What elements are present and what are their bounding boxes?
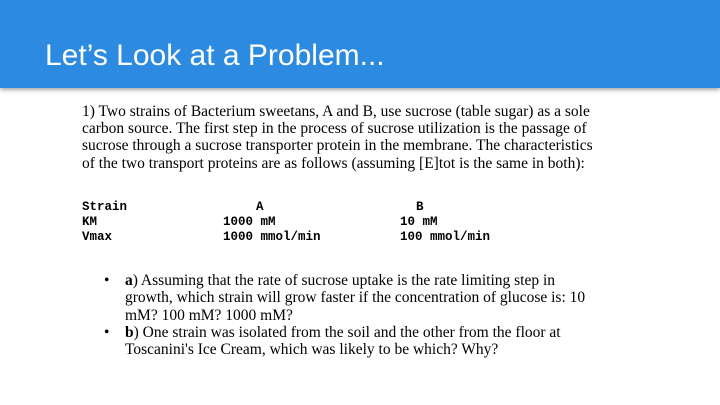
spec-km-strain-a: 1000 mM <box>223 214 276 229</box>
question-line: Toscanini's Ice Cream, which was likely to be which? Why? <box>125 341 499 359</box>
question-list <box>104 272 664 358</box>
problem-statement <box>82 103 682 172</box>
question-item-a <box>104 272 664 324</box>
question-line: mM? 100 mM? 1000 mM? <box>125 306 293 324</box>
slide-content <box>82 103 682 245</box>
slide-title: Let’s Look at a Problem... <box>45 39 385 72</box>
transporter-spec-table <box>82 200 682 245</box>
problem-line: sucrose through a sucrose transporter protein in the membrane. The characteristics <box>82 137 593 155</box>
spec-header-label: Strain <box>82 199 128 214</box>
spec-vmax-strain-b: 100 mmol/min <box>400 229 491 244</box>
problem-line: of the two transport proteins are as follows (assuming [E]tot is the same in both): <box>82 154 585 172</box>
question-line <box>125 272 664 289</box>
question-text: ) Assuming that the rate of sucrose uptake is the rate limiting step in <box>132 272 556 289</box>
bullet-icon: • <box>104 272 110 289</box>
spec-label-km: KM <box>82 214 98 229</box>
spec-km-strain-b: 10 mM <box>400 214 438 229</box>
bullet-icon: • <box>104 323 110 341</box>
problem-line: carbon source. The first step in the process of sucrose utilization is the passage of <box>82 120 587 138</box>
slide-header <box>0 0 720 88</box>
problem-line: 1) Two strains of Bacterium sweetans, A and B, use sucrose (table sugar) as a sole <box>82 103 590 120</box>
question-letter: a <box>125 272 133 289</box>
question-item-b <box>104 324 664 359</box>
question-text: ) One strain was isolated from the soil and the other from the floor at <box>133 323 561 341</box>
spec-header-row <box>82 200 682 215</box>
spec-label-vmax: Vmax <box>82 229 113 244</box>
spec-row-vmax <box>82 230 682 245</box>
spec-header-strain-b: B <box>416 199 424 214</box>
question-letter: b <box>125 323 134 341</box>
question-line <box>125 324 664 341</box>
spec-header-strain-a: A <box>256 199 264 214</box>
spec-row-km <box>82 215 682 230</box>
question-line: growth, which strain will grow faster if the concentration of glucose is: 10 <box>125 289 586 307</box>
spec-vmax-strain-a: 1000 mmol/min <box>223 229 321 244</box>
